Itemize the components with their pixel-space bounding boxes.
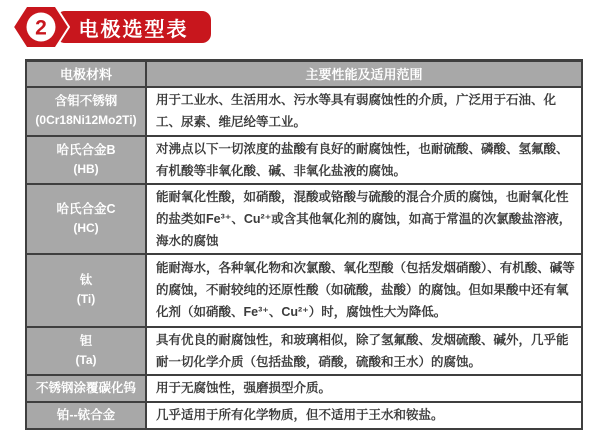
material-description: 对沸点以下一切浓度的盐酸有良好的耐腐蚀性，也耐硫酸、磷酸、氢氟酸、有机酸等非氧化酸、碱、非氧化盐液的腐蚀。 <box>146 136 582 184</box>
material-description: 用于无腐蚀性，强磨损型介质。 <box>146 375 582 402</box>
material-name: 钽 <box>79 333 93 348</box>
table-row <box>26 327 582 375</box>
material-description: 具有优良的耐腐蚀性，和玻璃相似，除了氢氟酸、发烟硫酸、碱外，几乎能耐一切化学介质（包括盐酸，硝酸，硫酸和王水）的腐蚀。 <box>146 327 582 375</box>
material-name: 铂--铱合金 <box>56 407 116 422</box>
table-row <box>26 87 582 136</box>
material-name: 含钼不锈钢 <box>54 94 118 108</box>
material-description: 能耐氧化性酸，如硝酸，混酸或铬酸与硫酸的混合介质的腐蚀，也耐氧化性的盐类如Fe³⁺、Cu²⁺或含其他氧化剂的腐蚀，如高于常温的次氯酸盐溶液，海水的腐蚀 <box>146 184 582 254</box>
material-name: 哈氏合金C <box>56 201 116 216</box>
section-title: 电极选型表 <box>78 18 189 41</box>
material-code: (0Cr18Ni12Mo2Ti) <box>35 113 137 127</box>
material-name: 钛 <box>79 273 93 287</box>
table-row <box>26 254 582 327</box>
electrode-selection-table <box>25 59 583 430</box>
table-row <box>26 136 582 184</box>
section-title-banner <box>56 11 211 43</box>
table-row <box>26 375 582 402</box>
table-row <box>26 184 582 254</box>
material-name: 哈氏合金B <box>56 142 116 157</box>
material-description: 能耐海水，各种氧化物和次氯酸、氧化型酸（包括发烟硝酸）、有机酸、碱等的腐蚀，不耐较纯的还原性酸（如硫酸，盐酸）的腐蚀。但如果酸中还有氧化剂（如硝酸、Fe³⁺、Cu²⁺）时，腐蚀性大为降低。 <box>146 254 582 327</box>
header-description: 主要性能及适用范围 <box>146 61 582 87</box>
material-description: 几乎适用于所有化学物质，但不适用于王水和铵盐。 <box>146 402 582 429</box>
table-row <box>26 402 582 429</box>
section-number: 2 <box>35 16 47 40</box>
section-number-hexagon-icon <box>12 4 70 50</box>
material-description: 用于工业水、生活用水、污水等具有弱腐蚀性的介质，广泛用于石油、化工、尿素、维尼纶等工业。 <box>146 87 582 136</box>
material-name: 不锈钢涂覆碳化钨 <box>35 380 136 395</box>
table-header-row <box>26 61 582 87</box>
material-code: (Ta) <box>75 352 97 367</box>
header-material: 电极材料 <box>26 61 146 87</box>
material-code: (Ti) <box>76 292 96 306</box>
material-code: (HB) <box>73 161 99 176</box>
material-code: (HC) <box>73 220 99 235</box>
